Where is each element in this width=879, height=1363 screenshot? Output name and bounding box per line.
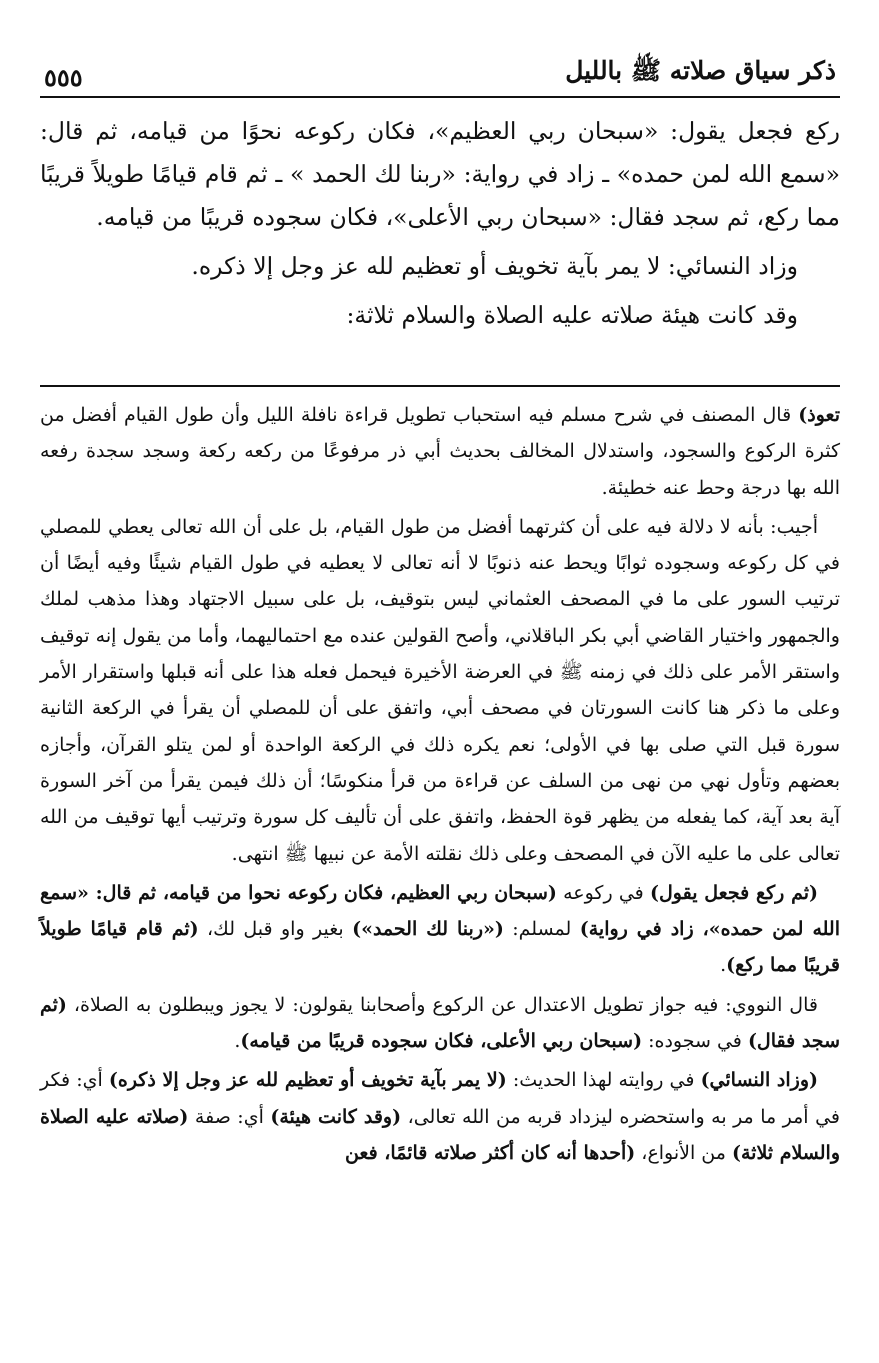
bold-phrase: (أحدها أنه كان أكثر صلاته قائمًا، فعن [344,1141,636,1164]
book-page [40,40,840,1330]
text-segment: قال المصنف في شرح مسلم فيه استحباب تطويل قراءة نافلة الليل وأن طول القيام أفضل من كثرة الركوع والسجود، واستدلال المخالف بحديث أبي ذر مرفوعًا من ركعه ركعة وسجد سجدة رفعه الله بها درجة وحط عنه خطيئة. [40,404,840,499]
text-segment: أجيب: بأنه لا دلالة فيه على أن كثرتهما أفضل من طول القيام، بل على أن الله تعالى يعطي للمصلي في كل ركوعه وسجوده ثوابًا ويحط عنه ذنوبًا لا أنه تعالى لا يعطيه في طول القيام شيئًا وفيه أيضًا أن ترتيب السور على ما في المصحف العثماني ليس بتوقيف، بل على سبيل الاجتهاد وهذا مذهب لملك والجمهور واختيار القاضي أبي بكر الباقلاني، وأصح القولين عنده مع احتماليهما، وأما من يقول إنه توقيف واستقر الأمر على ذلك في زمنه ﷺ في العرضة الأخيرة فيحمل فعله هذا على أنه قبلها واستقرار الأمر وعلى ما ذكر هنا كانت السورتان في مصحف أبي، واتفق على أن للمصلي أن يقرأ في الركعة الثانية سورة قبل التي صلى بها في الأولى؛ نعم يكره ذلك في الركعة الواحدة أو لمن يتلو القرآن، وأجازه بعضهم وتأول نهي من نهى من السلف عن قراءة من قرأ منكوسًا؛ أن ذلك فيمن يقرأ من آخر السورة آية بعد آية، كما يفعله من يظهر قوة الحفظ، واتفق على أن تأليف كل سورة وترتيب أيها توقيف من الله تعالى على ما عليه الآن في المصحف وعلى ذلك نقلته الأمة عن نبيها ﷺ انتهى. [40,515,840,865]
text-segment: أي: فكر في أمر ما مر به واستحضره ليزداد قربه من الله تعالى، [40,1069,840,1128]
text-segment: . [720,954,727,977]
page-number: ٥٥٥ [44,63,83,92]
commentary-paragraph-1 [40,397,840,506]
text-segment: بغير واو قبل لك، [198,918,353,941]
text-segment: . [234,1030,241,1053]
bold-phrase: (ثم قام قيامًا طويلاً قريبًا مما ركع) [40,918,840,977]
main-text [40,110,840,337]
bold-phrase: تعوذ) [798,404,840,426]
bold-phrase: («ربنا لك الحمد») [352,918,504,941]
commentary-text [40,397,840,1171]
main-paragraph-2: وزاد النسائي: لا يمر بآية تخويف أو تعظيم لله عز وجل إلا ذكره. [191,252,798,280]
text-segment: أي: صفة [188,1105,271,1128]
main-paragraph-1: ركع فجعل يقول: «سبحان ربي العظيم»، فكان ركوعه نحوًا من قيامه، ثم قال: «سمع الله لمن حمده» ـ زاد في رواية: «ربنا لك الحمد » ـ ثم قام قيامًا طويلاً قريبًا مما ركع، ثم سجد فقال: «سبحان ربي الأعلى»، فكان سجوده قريبًا من قيامه. [40,117,840,231]
running-title: ذكر سياق صلاته ﷺ بالليل [565,56,836,85]
bold-phrase: (سبحان ربي العظيم، فكان ركوعه نحوا من قيامه، ثم قال: «سمع الله لمن حمده»، زاد في رواية) [40,881,840,941]
text-segment: في روايته لهذا الحديث: [506,1069,701,1092]
text-segment: قال النووي: فيه جواز تطويل الاعتدال عن الركوع وأصحابنا يقولون: لا يجوز ويبطلون به الصلاة، [66,993,818,1016]
bold-phrase: (ثم سجد فقال) [40,993,840,1053]
commentary-paragraph-3 [40,875,840,984]
commentary-paragraph-2 [40,509,840,872]
footnote-separator [40,385,840,387]
bold-phrase: (سبحان ربي الأعلى، فكان سجوده قريبًا من قيامه) [240,1030,643,1053]
commentary-paragraph-5 [40,1062,840,1171]
bold-phrase: (صلاته عليه الصلاة والسلام ثلاثة) [40,1105,840,1164]
page-header [40,40,840,98]
commentary-paragraph-4 [40,987,840,1060]
bold-phrase: (وزاد النسائي) [700,1069,819,1092]
text-segment: من الأنواع، [635,1141,732,1164]
bold-phrase: (وقد كانت هيئة) [270,1105,402,1128]
text-segment: لمسلم: [503,918,580,941]
text-segment: في سجوده: [642,1030,748,1053]
bold-phrase: (ثم ركع فجعل يقول) [649,881,818,904]
text-segment: في ركوعه [556,881,650,904]
bold-phrase: (لا يمر بآية تخويف أو تعظيم لله عز وجل إلا ذكره) [108,1069,507,1092]
main-paragraph-3: وقد كانت هيئة صلاته عليه الصلاة والسلام ثلاثة: [346,301,798,329]
